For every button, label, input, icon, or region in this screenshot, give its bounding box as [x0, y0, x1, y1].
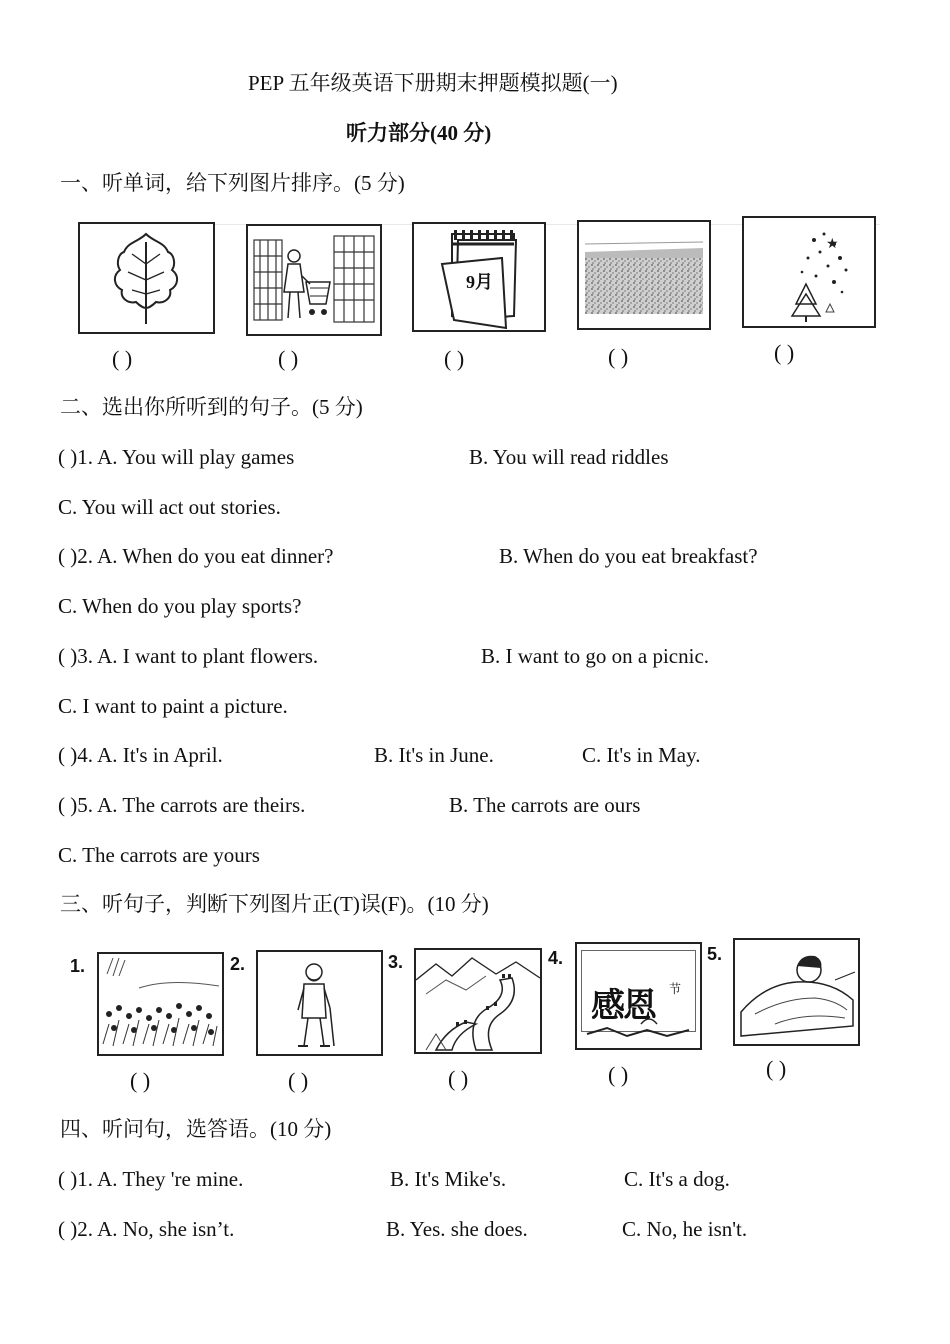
- calendar-icon: [412, 222, 546, 332]
- q2-5-option-c[interactable]: C. The carrots are yours: [58, 843, 260, 867]
- thanksgiving-sign-icon: [575, 942, 702, 1050]
- q2-3-option-b[interactable]: B. I want to go on a picnic.: [481, 644, 710, 668]
- q2-4-option-b[interactable]: B. It's in June.: [374, 743, 494, 767]
- section1-answer-2[interactable]: ( ): [278, 346, 299, 371]
- q2-5-option-a[interactable]: ( )5. A. The carrots are theirs.: [58, 793, 306, 817]
- section1-answer-3[interactable]: ( ): [444, 346, 465, 371]
- section3-answer-1[interactable]: ( ): [130, 1068, 151, 1093]
- page-title: PEP 五年级英语下册期末押题模拟题(一): [248, 71, 618, 95]
- q4-1-option-b[interactable]: B. It's Mike's.: [390, 1167, 507, 1191]
- section3-answer-2[interactable]: ( ): [288, 1068, 309, 1093]
- thanksgiving-label: 感恩: [591, 986, 655, 1026]
- picture-number-3: 3.: [388, 952, 404, 972]
- q2-2-option-c[interactable]: C. When do you play sports?: [58, 594, 302, 618]
- section1-pictures: [60, 212, 890, 372]
- section1-answer-5[interactable]: ( ): [774, 340, 795, 365]
- picture-number-5: 5.: [707, 944, 723, 964]
- boy-sleeping-icon: [733, 938, 860, 1046]
- section3-answer-5[interactable]: ( ): [766, 1056, 787, 1081]
- section1-answer-4[interactable]: ( ): [608, 344, 629, 369]
- q2-3-option-c[interactable]: C. I want to paint a picture.: [58, 694, 288, 718]
- old-man-walking-icon: [256, 950, 383, 1056]
- q4-2-option-b[interactable]: B. Yes. she does.: [386, 1217, 528, 1241]
- great-wall-icon: [414, 948, 542, 1054]
- q2-2-option-a[interactable]: ( )2. A. When do you eat dinner?: [58, 544, 334, 568]
- section4-heading: 四、听问句，选答语。(10 分): [60, 1117, 332, 1141]
- q2-1-option-c[interactable]: C. You will act out stories.: [58, 495, 281, 519]
- q4-2-option-a[interactable]: ( )2. A. No, she isn’t.: [58, 1217, 235, 1241]
- picture-number-4: 4.: [548, 948, 564, 968]
- calendar-month-label: 9月: [466, 272, 493, 292]
- svg-text:★: ★: [826, 236, 839, 252]
- leaf-icon: [78, 222, 215, 334]
- q2-4-option-c[interactable]: C. It's in May.: [582, 743, 701, 767]
- part-title: 听力部分(40 分): [346, 121, 492, 145]
- q2-3-option-a[interactable]: ( )3. A. I want to plant flowers.: [58, 644, 319, 668]
- starry-night-tree-icon: [742, 216, 876, 328]
- section3-heading: 三、听句子，判断下列图片正(T)误(F)。(10 分): [60, 892, 489, 916]
- supermarket-shopping-icon: [246, 224, 382, 336]
- picture-number-1: 1.: [70, 956, 86, 976]
- q2-5-option-b[interactable]: B. The carrots are ours: [449, 793, 641, 817]
- q4-1-option-a[interactable]: ( )1. A. They 're mine.: [58, 1167, 244, 1191]
- section2-heading: 二、选出你所听到的句子。(5 分): [60, 395, 363, 419]
- thanksgiving-small-label: 节: [669, 982, 682, 996]
- q2-1-option-a[interactable]: ( )1. A. You will play games: [58, 445, 295, 469]
- section1-answer-1[interactable]: ( ): [112, 346, 133, 371]
- picture-number-2: 2.: [230, 954, 246, 974]
- section1-heading: 一、听单词，给下列图片排序。(5 分): [60, 171, 405, 195]
- q4-1-option-c[interactable]: C. It's a dog.: [624, 1167, 730, 1191]
- q2-1-option-b[interactable]: B. You will read riddles: [469, 445, 669, 469]
- snowy-field-icon: [577, 220, 711, 330]
- section3-answer-4[interactable]: ( ): [608, 1062, 629, 1087]
- section3-pictures: [60, 934, 890, 1094]
- garden-flowers-icon: [97, 952, 224, 1056]
- q2-2-option-b[interactable]: B. When do you eat breakfast?: [499, 544, 758, 568]
- q2-4-option-a[interactable]: ( )4. A. It's in April.: [58, 743, 223, 767]
- q4-2-option-c[interactable]: C. No, he isn't.: [622, 1217, 748, 1241]
- section3-answer-3[interactable]: ( ): [448, 1066, 469, 1091]
